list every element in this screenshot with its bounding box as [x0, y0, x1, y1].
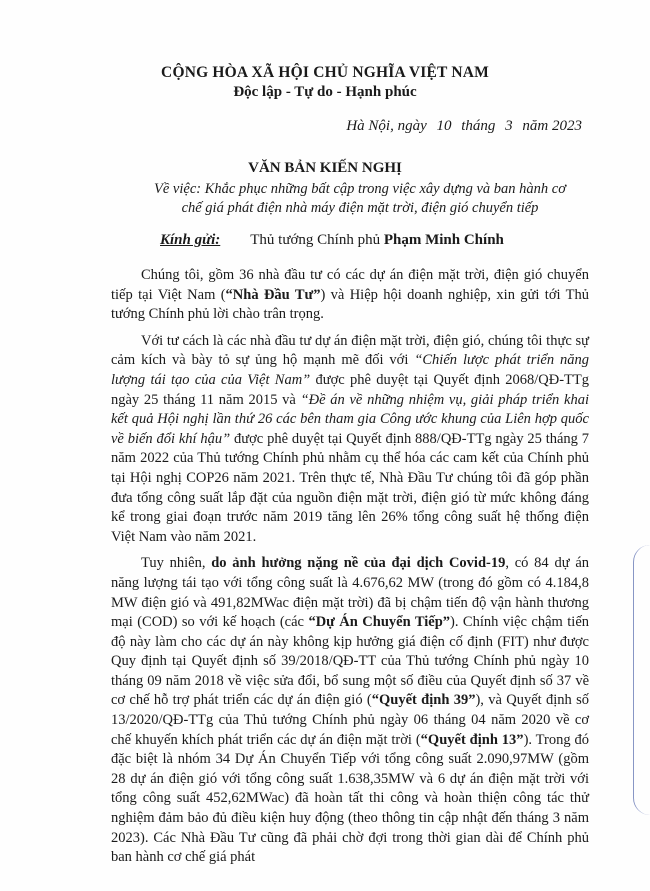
seal-stamp-edge: [633, 545, 650, 815]
document-subject: Về việc: Khắc phục những bất cập trong việc xây dựng và ban hành cơ chế giá phát điện nhà máy điện mặt trời, điện gió chuyển tiếp: [154, 181, 566, 216]
recipient-line: [160, 232, 504, 249]
date-month-label: tháng: [461, 118, 496, 134]
national-motto: Độc lập - Tự do - Hạnh phúc: [233, 84, 417, 100]
paragraph-2: Với tư cách là các nhà đầu tư dự án điện mặt trời, điện gió, chúng tôi thực sự cảm kích và bày tỏ sự ủng hộ mạnh mẽ đối với “Chiến lược phát triển năng lượng tái tạo của của Việt Nam” được phê duyệt tại Quyết định 2068/QĐ-TTg ngày 25 tháng 11 năm 2015 và “Đề án về những nhiệm vụ, giải pháp triển khai kết quả Hội nghị lần thứ 26 các bên tham gia Công ước khung của Liên hợp quốc về biến đổi khí hậu” được phê duyệt tại Quyết định 888/QĐ-TTg ngày 25 tháng 7 năm 2022 của Thủ tướng Chính phủ nhằm cụ thể hóa các cam kết của Chính phủ tại Hội nghị COP26 năm 2021. Trên thực tế, Nhà Đầu Tư chúng tôi đã góp phần đưa tổng công suất lắp đặt của nguồn điện mặt trời, điện gió từ mức không đáng kể trong giai đoạn trước năm 2019 tăng lên 26% tổng công suất hệ thống điện Việt Nam vào năm 2021.: [111, 332, 590, 545]
document-body: [111, 266, 589, 875]
paragraph-3: Tuy nhiên, do ảnh hưởng nặng nề của đại dịch Covid-19, có 84 dự án năng lượng tái tạo với tổng công suất là 4.676,62 MW (trong đó gồm có 4.184,8 MW điện gió và 491,82MWac điện mặt trời) đã bị chậm tiến độ vận hành thương mại (COD) so với kế hoạch (các “Dự Án Chuyển Tiếp”). Chính việc chậm tiến độ này làm cho các dự án này không kịp hưởng giá điện cố định (FIT) như được Quy định tại Quyết định số 39/2018/QĐ-TT của Thủ tướng Chính phủ ngày 10 tháng 09 năm 2018 về việc sửa đổi, bổ sung một số điều của Quyết định số 37 về cơ chế hỗ trợ phát triển các dự án điện gió (“Quyết định 39”), và Quyết định số 13/2020/QĐ-TTg của Thủ tướng Chính phủ ngày 06 tháng 04 năm 2020 về cơ chế khuyến khích phát triển các dự án điện mặt trời (“Quyết định 13”). Trong đó đặc biệt là nhóm 34 Dự Án Chuyển Tiếp với tổng công suất 2.090,97MW (gồm 28 dự án điện gió với tổng công suất 1.638,35MW và 6 dự án điện mặt trời với tổng công suất 452,62MWac) đã hoàn tất thi công và hoàn thiện công tác thử nghiệm đảm bảo đủ điều kiện huy động (theo thông tin cập nhật đến tháng 3 năm 2023). Các Nhà Đầu Tư cũng đã phải chờ đợi trong thời gian dài để Chính phủ ban hành cơ chế giá phát: [111, 555, 590, 866]
document-title: VĂN BẢN KIẾN NGHỊ: [248, 160, 402, 176]
paragraph-1: Chúng tôi, gồm 36 nhà đầu tư có các dự án điện mặt trời, điện gió chuyển tiếp tại Việt Nam (“Nhà Đầu Tư”) và Hiệp hội doanh nghiệp, xin gửi tới Thủ tướng Chính phủ lời chào trân trọng.: [111, 267, 589, 323]
date-year: năm 2023: [522, 118, 582, 134]
date-month: 3: [505, 118, 513, 134]
recipient-label: Kính gửi:: [160, 232, 221, 248]
date-day: 10: [436, 118, 452, 134]
date-prefix: Hà Nội, ngày: [346, 118, 427, 134]
recipient-prefix: Thủ tướng Chính phủ: [250, 232, 381, 248]
national-title: CỘNG HÒA XÃ HỘI CHỦ NGHĨA VIỆT NAM: [161, 64, 489, 81]
recipient-name: Phạm Minh Chính: [383, 232, 504, 248]
dateline: [346, 118, 582, 135]
